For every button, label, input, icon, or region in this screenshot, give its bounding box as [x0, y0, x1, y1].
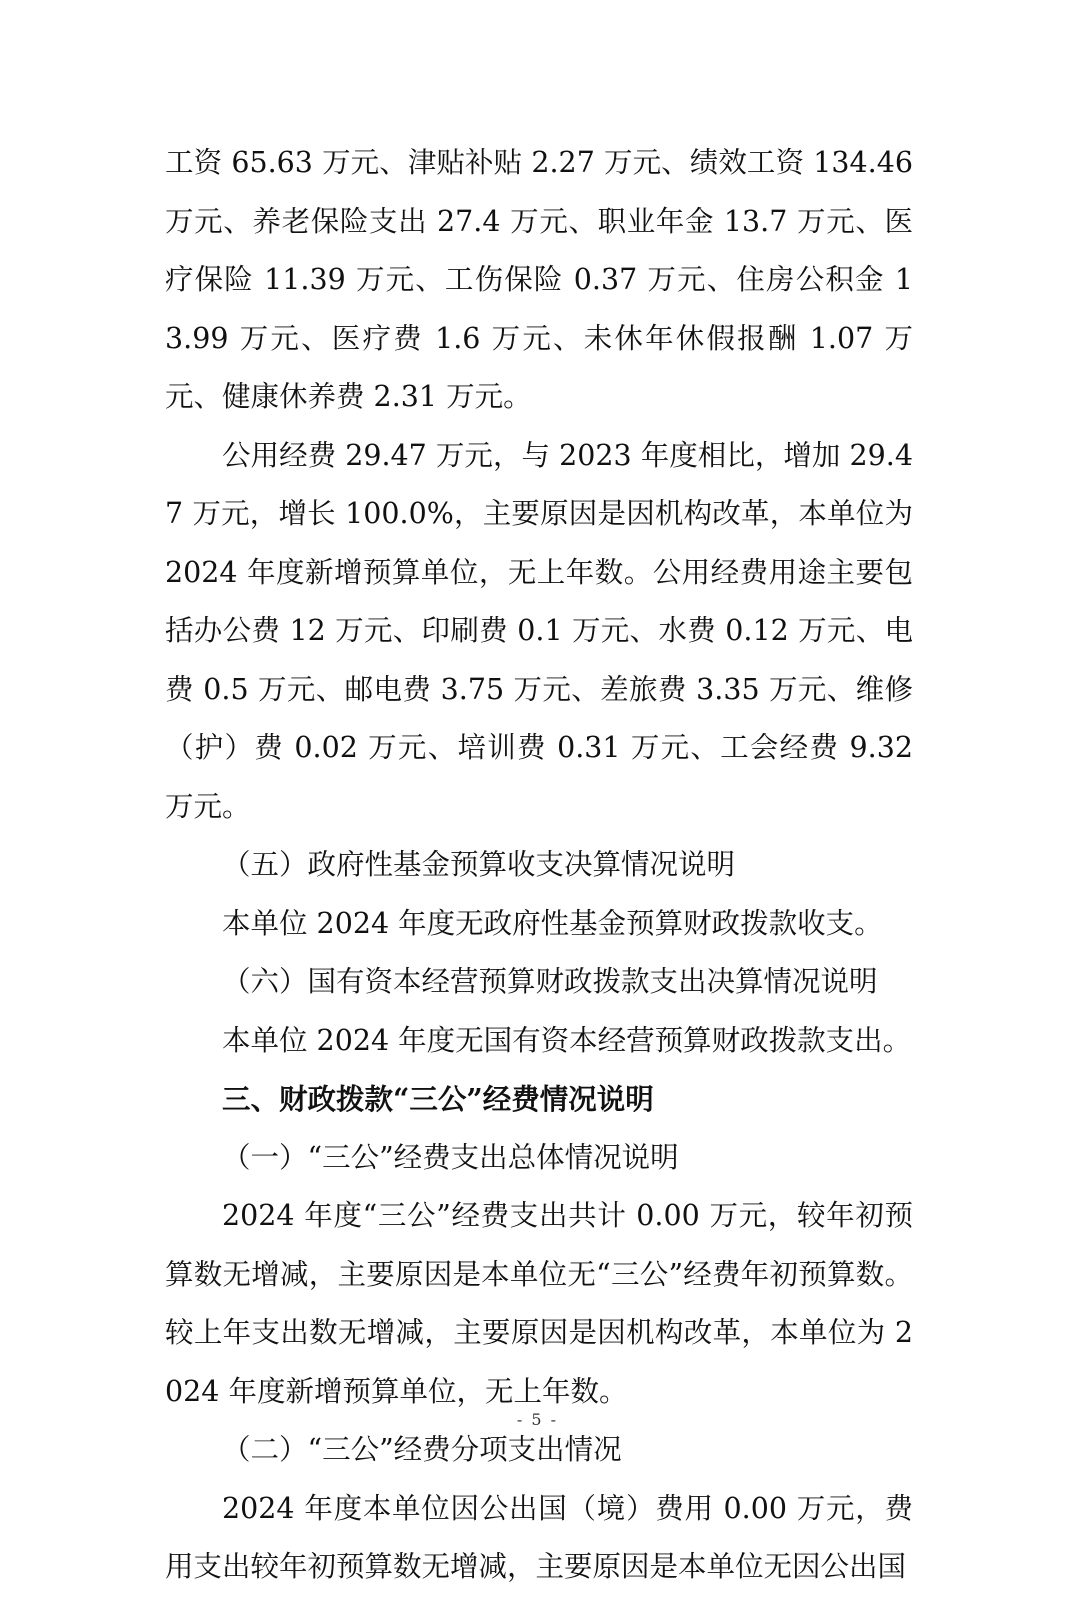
paragraph-itemized: 2024 年度本单位因公出国（境）费用 0.00 万元，费用支出较年初预算数无增减，主要原因是本单位无因公出国: [165, 1491, 913, 1583]
section-heading-three-public: 三、财政拨款“三公”经费情况说明: [222, 1082, 654, 1116]
paragraph-personnel-expenses: 工资 65.63 万元、津贴补贴 2.27 万元、绩效工资 134.46 万元、养老保险支出 27.4 万元、职业年金 13.7 万元、医疗保险 11.39 万元、工伤保险 0.37 万元、住房公积金 13.99 万元、医疗费 1.6 万元、未休年休假报酬 1.07 万元、健康休养费 2.31 万元。: [165, 146, 913, 413]
section-heading-government-fund: （五）政府性基金预算收支决算情况说明: [222, 848, 736, 881]
document-body: [165, 134, 913, 1597]
section-heading-state-capital: （六）国有资本经营预算财政拨款支出决算情况说明: [222, 965, 878, 998]
subsection-heading-itemized: （二）“三公”经费分项支出情况: [222, 1433, 622, 1466]
paragraph-government-fund: 本单位 2024 年度无政府性基金预算财政拨款收支。: [222, 906, 883, 940]
subsection-heading-overall: （一）“三公”经费支出总体情况说明: [222, 1140, 679, 1174]
page-number: - 5 -: [516, 1410, 559, 1429]
paragraph-public-expenses: 公用经费 29.47 万元，与 2023 年度相比，增加 29.47 万元，增长 100.0%，主要原因是因机构改革，本单位为 2024 年度新增预算单位，无上年数。公用经费用途主要包括办公费 12 万元、印刷费 0.1 万元、水费 0.12 万元、电费 0.5 万元、邮电费 3.75 万元、差旅费 3.35 万元、维修（护）费 0.02 万元、培训费 0.31 万元、工会经费 9.32 万元。: [165, 438, 913, 823]
paragraph-overall: 2024 年度“三公”经费支出共计 0.00 万元，较年初预算数无增减，主要原因是本单位无“三公”经费年初预算数。较上年支出数无增减，主要原因是因机构改革，本单位为 2024 年度新增预算单位，无上年数。: [165, 1199, 913, 1408]
paragraph-state-capital: 本单位 2024 年度无国有资本经营预算财政拨款支出。: [222, 1023, 912, 1057]
